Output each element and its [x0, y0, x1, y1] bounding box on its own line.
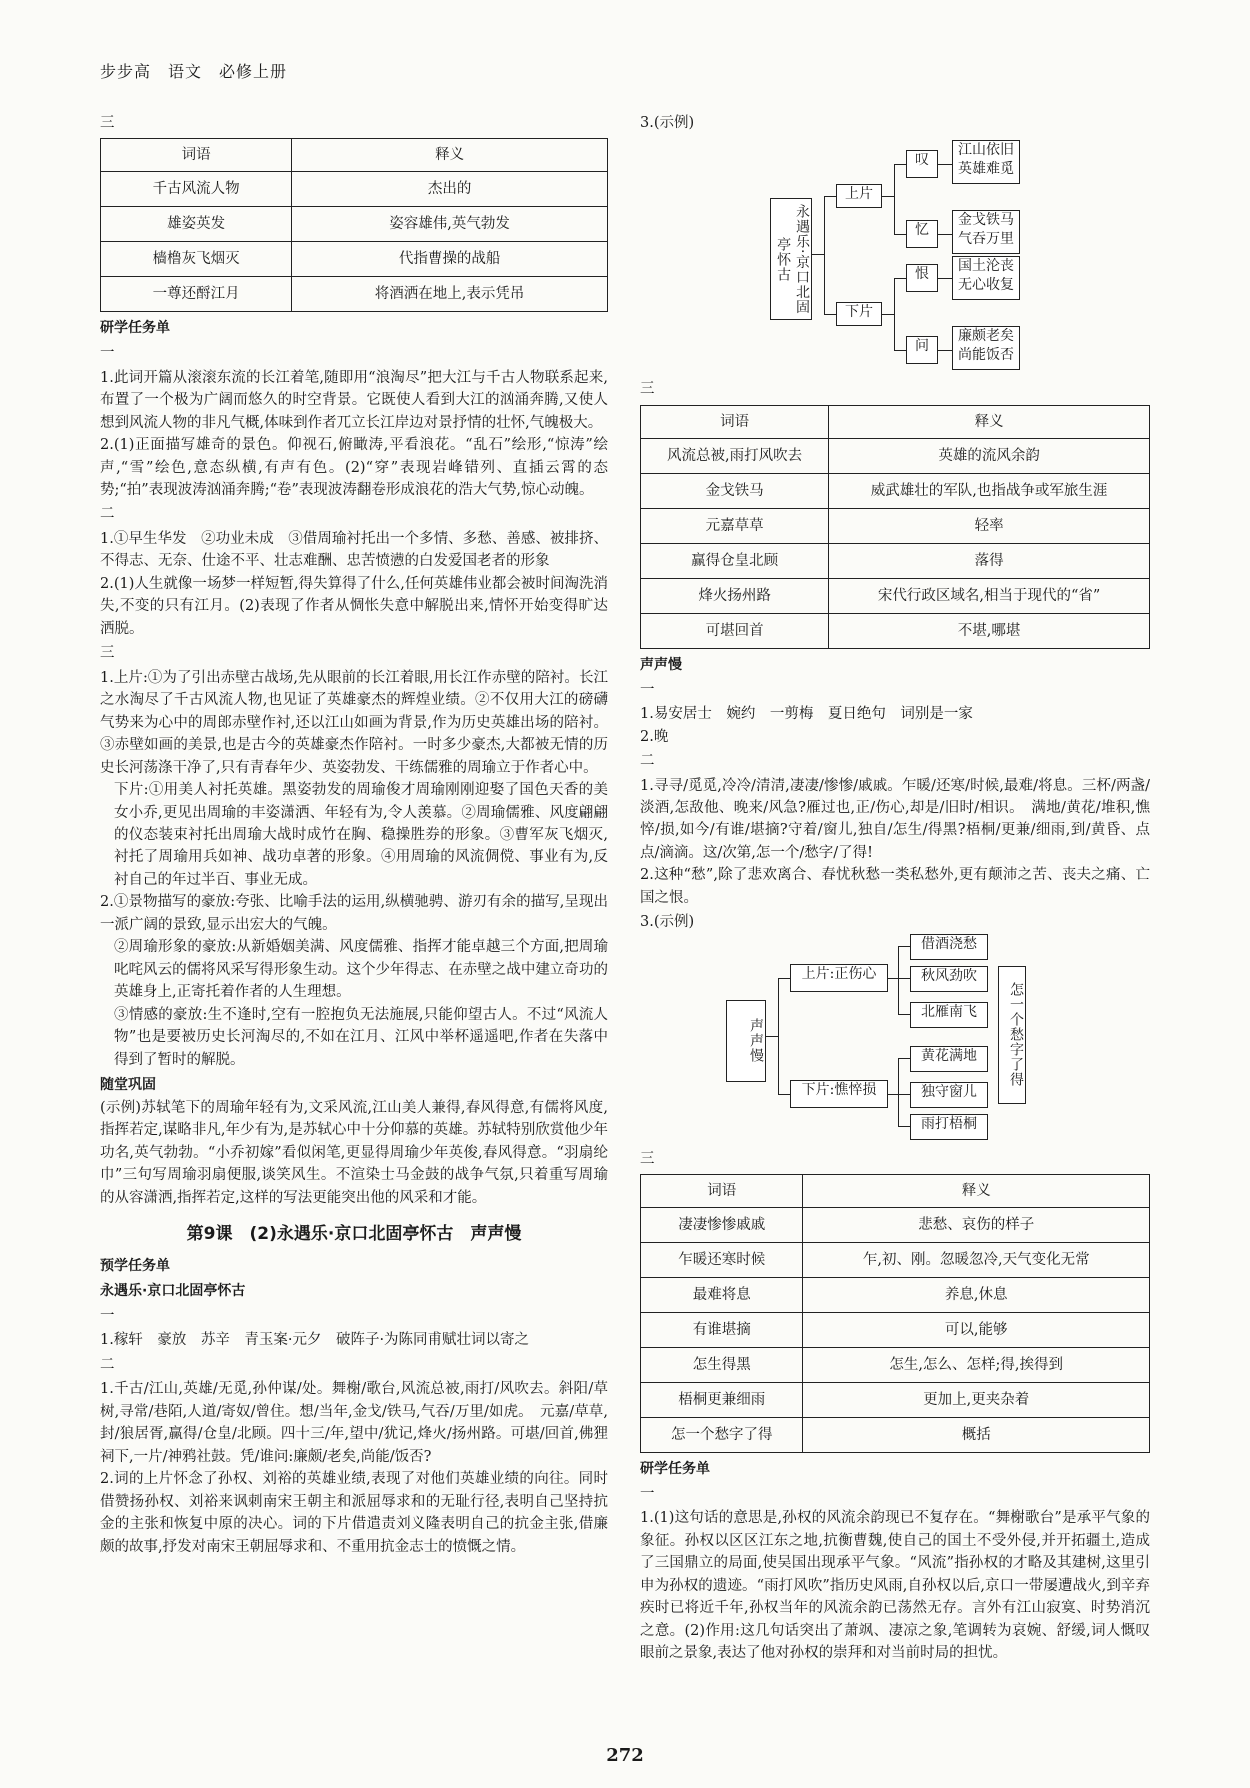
connector [938, 234, 952, 235]
table-header: 词语 [641, 1175, 803, 1208]
table-row [641, 1418, 1150, 1453]
right-column [640, 110, 1150, 1665]
connector [898, 1094, 910, 1095]
table-cell: 梧桐更兼细雨 [641, 1383, 803, 1418]
table-row [641, 1243, 1150, 1278]
connector [824, 196, 825, 314]
table-cell: 最难将息 [641, 1278, 803, 1313]
connector [894, 164, 906, 165]
paragraph: 2.这种“愁”,除了悲欢离合、春忧秋愁一类私愁外,更有颠沛之苦、丧夫之痛、亡国之恨。 [640, 867, 1150, 906]
table-cell: 有谁堪摘 [641, 1313, 803, 1348]
table-row [641, 438, 1150, 473]
table-cell: 将酒洒在地上,表示凭吊 [292, 277, 608, 312]
table-cell: 英雄的流风余韵 [829, 438, 1150, 473]
table-row [641, 473, 1150, 508]
table-header: 释义 [292, 139, 608, 172]
section-heading: 一 [640, 1485, 655, 1502]
poem-title: 声声慢 [640, 656, 682, 673]
table-cell: 一尊还酹江月 [101, 277, 292, 312]
vocab-table-2 [640, 405, 1150, 649]
table-cell: 概括 [803, 1418, 1150, 1453]
connector [898, 978, 910, 979]
table-cell: 千古风流人物 [101, 172, 292, 207]
structure-diagram-2 [640, 936, 1150, 1132]
connector [898, 1014, 910, 1015]
section-heading: 三 [100, 115, 115, 131]
section-heading: 二 [100, 506, 115, 523]
table-cell: 可堪回首 [641, 613, 829, 648]
connector [894, 234, 906, 235]
table-cell: 更加上,更夹杂着 [803, 1383, 1150, 1418]
diagram-node: 黄花满地 [910, 1046, 988, 1072]
table-cell: 怎一个愁字了得 [641, 1418, 803, 1453]
diagram-node: 恨 [906, 264, 938, 292]
diagram-node: 雨打梧桐 [910, 1114, 988, 1140]
paragraph: 1.(1)这句话的意思是,孙权的风流余韵现已不复存在。“舞榭歌台”是承平气象的象征。孙权以区区江东之地,抗衡曹魏,使自己的国土不受外侵,并开拓疆土,造成了三国鼎立的局面,使吴国出现承平气象。“风流”指孙权的才略及其建树,这里引申为孙权的遗迹。“雨打风吹”指历史风雨,自孙权以后,京口一带屡遭战火,到辛弃疾时已将近千年,孙权当年的风流余韵已荡然无存。言外有江山寂寞、时势消沉之意。(2)作用:这几句话突出了萧飒、凄凉之象,笔调转为哀婉、舒缓,词人慨叹眼前之景象,表达了他对孙权的崇拜和对当前时局的担忧。 [640, 1510, 1150, 1662]
table-cell: 代指曹操的战船 [292, 242, 608, 277]
paragraph: 1.①早生华发 ②功业未成 ③借周瑜衬托出一个多情、多愁、善感、被排挤、不得志、无奈、仕途不平、壮志难酬、忠苦愤懑的白发爱国老者的形象 [100, 530, 608, 570]
paragraph: 1.易安居士 婉约 一剪梅 夏日绝句 词别是一家 [640, 706, 973, 723]
diagram-node: 上片 [836, 184, 882, 208]
paragraph: ②周瑜形象的豪放:从新婚姻美满、风度儒雅、指挥才能卓越三个方面,把周瑜叱咤风云的儒将风采写得形象生动。这个少年得志、在赤壁之战中建立奇功的英雄身上,正寄托着作者的人生理想。 [114, 939, 608, 1001]
connector [778, 978, 779, 1094]
connector [778, 978, 790, 979]
diagram-node: 借酒浇愁 [910, 934, 988, 960]
vocab-table-1 [100, 138, 608, 312]
paragraph: 1.上片:①为了引出赤壁古战场,先从眼前的长江着眼,用长江作赤壁的陪衬。长江之水淘尽了千古风流人物,也见证了英雄豪杰的辉煌业绩。②不仅用大江的磅礴气势来为心中的周郎赤壁作衬,还以江山如画为背景,作为历史英雄出场的陪衬。③赤壁如画的美景,也是古今的英雄豪杰作陪衬。一时多少豪杰,大都被无情的历史长河荡涤干净了,只有青春年少、英姿勃发、干练儒雅的周瑜立于作者心中。 [100, 669, 608, 776]
table-cell: 乍,初、刚。忽暖忽冷,天气变化无常 [803, 1243, 1150, 1278]
table-cell: 轻率 [829, 508, 1150, 543]
example-label: 3.(示例) [640, 115, 695, 131]
lesson-title: 第9课 (2)永遇乐·京口北固亭怀古 声声慢 [186, 1224, 522, 1245]
table-row [641, 613, 1150, 648]
diagram-node: 廉颇老矣 尚能饭否 [952, 326, 1020, 370]
structure-diagram-1 [640, 136, 1150, 364]
table-row [641, 1383, 1150, 1418]
table-header: 词语 [641, 405, 829, 438]
connector [894, 278, 906, 279]
table-header: 释义 [829, 405, 1150, 438]
connector [898, 946, 899, 1014]
connector [894, 350, 906, 351]
paragraph: 2.(1)正面描写雄奇的景色。仰视石,俯瞰涛,平看浪花。“乱石”绘形,“惊涛”绘声,“雪”绘色,意态纵横,有声有色。(2)“穿”表现岩峰错列、直插云霄的态势;“拍”表现波涛汹涌奔腾;“卷”表现波涛翻卷形成浪花的浩大气势,惊心动魄。 [100, 437, 608, 498]
connector [824, 314, 836, 315]
table-row [641, 1208, 1150, 1243]
table-cell: 乍暖还寒时候 [641, 1243, 803, 1278]
table-cell: 樯橹灰飞烟灭 [101, 242, 292, 277]
table-cell: 杰出的 [292, 172, 608, 207]
example-label: 3.(示例) [640, 914, 695, 931]
diagram-node: 独守窗儿 [910, 1082, 988, 1108]
table-row [641, 543, 1150, 578]
paragraph: ③情感的豪放:生不逢时,空有一腔抱负无法施展,只能仰望古人。不过“风流人物”也是要被历史长河淘尽的,不如在江月、江风中举杯遥遥吧,作者在失落中得到了暂时的解脱。 [114, 1006, 608, 1068]
paragraph: 2.(1)人生就像一场梦一样短暂,得失算得了什么,任何英雄伟业都会被时间淘洗消失,不变的只有江月。(2)表现了作者从惆怅失意中解脱出来,情怀开始变得旷达洒脱。 [100, 575, 608, 637]
task-title: 研学任务单 [100, 320, 170, 337]
connector [882, 196, 894, 197]
page-number: 272 [606, 1745, 644, 1766]
paragraph: 2.词的上片怀念了孙权、刘裕的英雄业绩,表现了对他们英雄业绩的向往。同时借赞扬孙权、刘裕来讽刺南宋王朝主和派屈辱求和的无耻行径,表明自己坚持抗金的主张和恢复中原的决心。词的下片借遣责刘义隆表明自己的抗金主张,借廉颇的故事,抒发对南宋王朝屈辱求和、不重用抗金志士的愤慨之情。 [100, 1471, 608, 1555]
table-cell: 赢得仓皇北顾 [641, 543, 829, 578]
diagram-end-box: 怎一个愁字了得 [998, 966, 1026, 1104]
table-cell: 凄凄惨惨戚戚 [641, 1208, 803, 1243]
table-row [101, 277, 608, 312]
diagram-title-box: 声声慢 [726, 1000, 766, 1082]
connector [898, 1058, 899, 1126]
preview-title: 预学任务单 [100, 1257, 170, 1274]
connector [898, 1126, 910, 1127]
section-heading: 二 [100, 1356, 115, 1373]
connector [938, 164, 952, 165]
table-header: 释义 [803, 1175, 1150, 1208]
table-cell: 可以,能够 [803, 1313, 1150, 1348]
table-cell: 怎生,怎么、怎样;得,挨得到 [803, 1348, 1150, 1383]
section-heading: 一 [640, 681, 655, 698]
table-cell: 不堪,哪堪 [829, 613, 1150, 648]
table-cell: 悲愁、哀伤的样子 [803, 1208, 1150, 1243]
table-cell: 怎生得黑 [641, 1348, 803, 1383]
table-cell: 烽火扬州路 [641, 578, 829, 613]
table-row [101, 172, 608, 207]
left-column [100, 110, 608, 1558]
section-heading: 三 [640, 381, 655, 398]
connector [888, 1094, 898, 1095]
connector [766, 1036, 778, 1037]
table-row [641, 1278, 1150, 1313]
running-header: 步步高 语文 必修上册 [100, 62, 288, 81]
paragraph: 1.寻寻/觅觅,冷冷/清清,凄凄/惨惨/戚戚。乍暖/还寒/时候,最难/将息。三杯/两盏/淡酒,怎敌他、晚来/风急?雁过也,正/伤心,却是/旧时/相识。 满地/黄花/堆积,憔悴/损,如今/有谁/堪摘?守着/窗儿,独自/怎生/得黑?梧桐/更兼/细雨,到/黄昏、点点/滴滴。这/次第,怎一个/愁字/了得! [640, 777, 1150, 861]
connector [898, 1058, 910, 1059]
connector [882, 314, 894, 315]
connector [938, 278, 952, 279]
connector [894, 278, 895, 350]
table-row [641, 1313, 1150, 1348]
paragraph: 下片:①用美人衬托英雄。黑姿勃发的周瑜俊才周瑜刚刚迎娶了国色天香的美女小乔,更见出周瑜的丰姿潇洒、年轻有为,令人羡慕。②周瑜儒雅、风度翩翩的仪态装束衬托出周瑜大战时成竹在胸、稳操胜券的形象。③曹军灰飞烟灭,衬托了周瑜用兵如神、战功卓著的形象。④用周瑜的风流倜傥、事业有为,反衬自己的年过半百、事业无成。 [114, 782, 608, 888]
table-cell: 姿容雄伟,英气勃发 [292, 207, 608, 242]
section-heading: 三 [640, 1150, 655, 1167]
table-cell: 威武雄壮的军队,也指战争或军旅生涯 [829, 473, 1150, 508]
connector [898, 946, 910, 947]
vocab-table-3 [640, 1174, 1150, 1453]
table-row [101, 207, 608, 242]
task-title: 研学任务单 [640, 1461, 710, 1478]
diagram-title-box: 永遇乐·京口北固亭怀古 [770, 198, 812, 320]
poem-title: 永遇乐·京口北固亭怀古 [100, 1283, 246, 1300]
connector [938, 350, 952, 351]
section-heading: 一 [100, 345, 115, 362]
table-cell: 宋代行政区域名,相当于现代的“省” [829, 578, 1150, 613]
table-cell: 落得 [829, 543, 1150, 578]
diagram-node: 下片:憔悴损 [790, 1080, 888, 1108]
table-cell: 元嘉草草 [641, 508, 829, 543]
table-cell: 养息,休息 [803, 1278, 1150, 1313]
diagram-node: 江山依旧 英雄难觅 [952, 140, 1020, 184]
diagram-node: 上片:正伤心 [790, 964, 888, 992]
table-row [641, 1348, 1150, 1383]
connector [824, 196, 836, 197]
paragraph: 1.千古/江山,英雄/无觅,孙仲谋/处。舞榭/歌台,风流总被,雨打/风吹去。斜阳/草树,寻常/巷陌,人道/寄奴/曾住。想/当年,金戈/铁马,气吞/万里/如虎。 元嘉/草草,封/狼居胥,赢得/仓皇/北顾。四十三/年,望中/犹记,烽火/扬州路。可堪/回首,佛狸祠下,一片/神鸦社鼓。凭/谁问:廉颇/老矣,尚能/饭否? [100, 1381, 608, 1465]
connector [894, 164, 895, 234]
paragraph: 2.晚 [640, 728, 669, 745]
diagram-node: 忆 [906, 220, 938, 248]
paragraph: 1.此词开篇从滚滚东流的长江着笔,随即用“浪淘尽”把大江与千古人物联系起来,布置了一个极为广阔而悠久的时空背景。它既使人看到大江的汹涌奔腾,又使人想到风流人物的非凡气概,体味到作者兀立长江岸边对景抒情的壮怀,气魄极大。 [100, 369, 608, 431]
diagram-node: 秋风劲吹 [910, 966, 988, 992]
connector [778, 1094, 790, 1095]
table-cell: 金戈铁马 [641, 473, 829, 508]
section-heading: 一 [100, 1307, 115, 1324]
table-header: 词语 [101, 139, 292, 172]
section-heading: 二 [640, 753, 655, 770]
table-cell: 雄姿英发 [101, 207, 292, 242]
diagram-node: 下片 [836, 302, 882, 326]
review-title: 随堂巩固 [100, 1077, 156, 1094]
paragraph: 1.稼轩 豪放 苏辛 青玉案·元夕 破阵子·为陈同甫赋壮词以寄之 [100, 1332, 530, 1349]
table-row [641, 578, 1150, 613]
diagram-node: 叹 [906, 150, 938, 178]
diagram-node: 北雁南飞 [910, 1002, 988, 1028]
diagram-node: 问 [906, 336, 938, 364]
paragraph: 2.①景物描写的豪放:夸张、比喻手法的运用,纵横驰骋、游刃有余的描写,呈现出一派广阔的景致,显示出宏大的气魄。 [100, 894, 608, 933]
diagram-node: 国土沦丧 无心收复 [952, 256, 1020, 300]
connector [888, 978, 898, 979]
table-row [641, 508, 1150, 543]
connector [812, 254, 824, 255]
paragraph: (示例)苏轼笔下的周瑜年轻有为,文采风流,江山美人兼得,春风得意,有儒将风度,指挥若定,谋略非凡,年少有为,是苏轼心中十分仰慕的英雄。苏轼特别欣赏他少年功名,英气勃勃。“小乔初嫁”看似闲笔,更显得周瑜少年英俊,春风得意。“羽扇纶巾”三句写周瑜羽扇便服,谈笑风生。不渲染士马金鼓的战争气氛,只着重写周瑜的从容潇洒,指挥若定,这样的写法更能突出他的风采和才能。 [100, 1099, 608, 1206]
section-heading: 三 [100, 645, 115, 662]
diagram-node: 金戈铁马 气吞万里 [952, 210, 1020, 254]
table-row [101, 242, 608, 277]
table-cell: 风流总被,雨打风吹去 [641, 438, 829, 473]
